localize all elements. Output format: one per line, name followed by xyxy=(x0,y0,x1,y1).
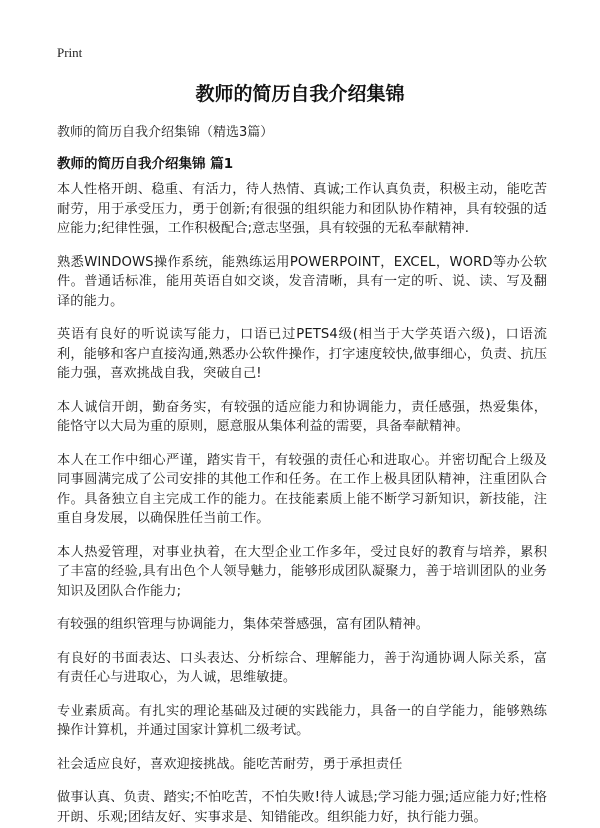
document-body xyxy=(57,180,547,828)
document-subtitle: 教师的简历自我介绍集锦（精选3篇） xyxy=(57,125,274,140)
paragraph: 社会适应良好，喜欢迎接挑战。能吃苦耐劳，勇于承担责任 xyxy=(57,756,403,772)
paragraph: 专业素质高。有扎实的理论基础及过硬的实践能力，具备一的自学能力，能够熟练操作计算机，并通过国家计算机二级考试。 xyxy=(57,703,547,738)
paragraph: 熟悉WINDOWS操作系统，能熟练运用POWERPOINT，EXCEL，WORD等办公软件。普通话标准，能用英语自如交谈，发音清晰，具有一定的听、说、读、写及翻译的能力。 xyxy=(57,254,547,309)
paragraph: 本人热爱管理，对事业执着，在大型企业工作多年，受过良好的教育与培养，累积了丰富的经验,具有出色个人领导魅力，能够形成团队凝聚力，善于培训团队的业务知识及团队合作能力; xyxy=(57,544,547,599)
paragraph: 英语有良好的听说读写能力，口语已过PETS4级(相当于大学英语六级)，口语流利，能够和客户直接沟通,熟悉办公软件操作，打字速度较快,做事细心，负责、抗压能力强，喜欢挑战自我，突破自己! xyxy=(57,327,547,381)
paragraph: 做事认真、负责、踏实;不怕吃苦，不怕失败!待人诚恳;学习能力强;适应能力好;性格开朗、乐观;团结友好、实事求是、知错能改。组织能力好，执行能力强。 xyxy=(57,790,547,825)
paragraph: 有良好的书面表达、口头表达、分析综合、理解能力，善于沟通协调人际关系，富有责任心与进取心，为人诚，思维敏捷。 xyxy=(57,650,547,685)
document-title: 教师的简历自我介绍集锦 xyxy=(195,83,405,105)
paragraph: 本人性格开朗、稳重、有活力，待人热情、真诚;工作认真负责，积极主动，能吃苦耐劳，用于承受压力，勇于创新;有很强的组织能力和团队协作精神，具有较强的适应能力;纪律性强，工作积极配合;意志坚强，具有较强的无私奉献精神. xyxy=(57,182,547,236)
print-link[interactable]: Print xyxy=(57,45,83,60)
paragraph: 本人诚信开朗，勤奋务实，有较强的适应能力和协调能力，责任感强，热爱集体，能恪守以大局为重的原则，愿意服从集体利益的需要，具备奉献精神。 xyxy=(57,399,547,434)
section-heading: 教师的简历自我介绍集锦 篇1 xyxy=(57,156,234,172)
paragraph: 有较强的组织管理与协调能力，集体荣誉感强，富有团队精神。 xyxy=(57,617,430,632)
paragraph: 本人在工作中细心严谨，踏实肯干，有较强的责任心和进取心。并密切配合上级及同事圆满完成了公司安排的其他工作和任务。在工作上极具团队精神，注重团队合作。具备独立自主完成工作的能力。在技能素质上能不断学习新知识，新技能，注重自身发展，以确保胜任当前工作。 xyxy=(57,452,547,526)
